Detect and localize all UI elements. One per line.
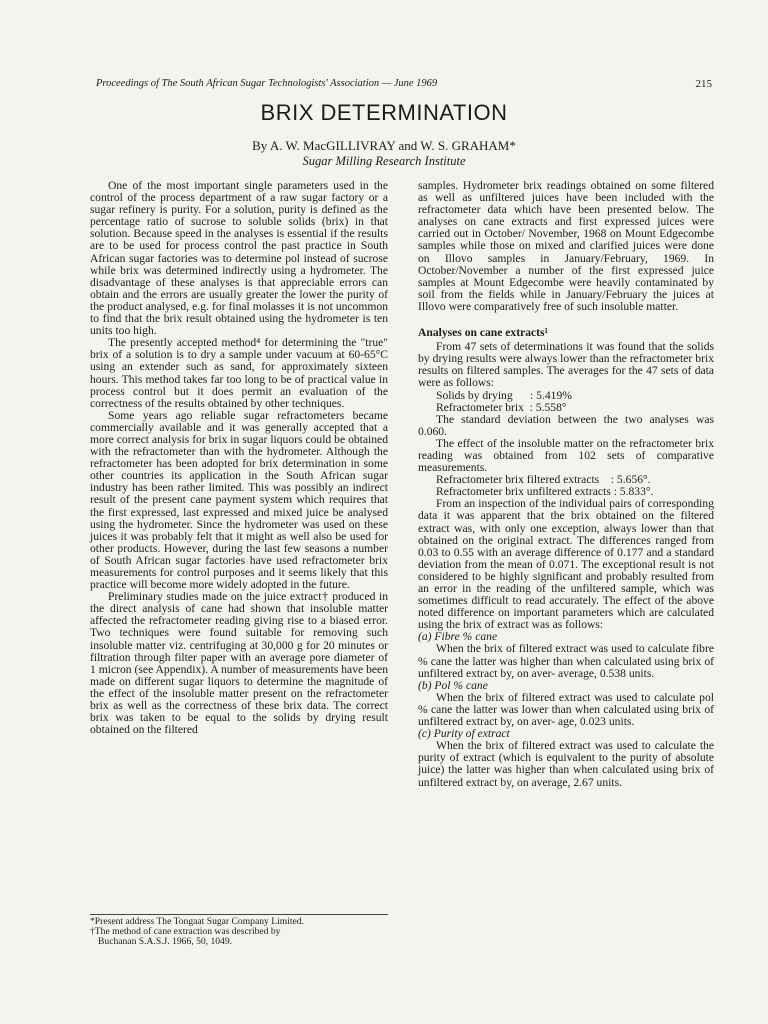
body-paragraph: One of the most important single parameters used in the control of the process department of a raw sugar factory or a sugar refinery is purity. For a solution, purity is defined as the percentage ratio of sucrose to soluble solids (brix) in that solution. Because speed in the analyses is essential if the results are to be used for process control the past practice in South African sugar factories was to determine pol instead of sucrose while brix was determined indirectly using a hydrometer. The disadvantage of these analyses is that appreciable errors can obtain and the errors are usually greater the lower the purity of the product analysed, e.g. for final molasses it is not uncommon to find that the brix result obtained using the hydrometer is ten units too high. (90, 179, 388, 338)
body-paragraph: samples. Hydrometer brix readings obtained on some filtered as well as unfiltered juices have been included with the refractometer data which have been presented below. The analyses on cane extracts and first expressed juices were carried out in October/ November, 1968 on Mount Edgecombe samples while those on mixed and clarified juices were done on Illovo samples in January/February, 1969. In October/November a number of the first expressed juice samples at Mount Edgecombe were heavily contaminated by soil from the fields while in January/February the juices at Illovo were comparatively free of such insoluble matter. (418, 179, 714, 313)
body-paragraph: Some years ago reliable sugar refractometers became commercially available and it was generally accepted that a more correct analysis for brix in sugar liquors could be obtained with the refractometer than with the hydrometer. Although the refractometer has been adopted for brix determination in some other countries its application in the South African sugar industry has been rather limited. This was possibly an indirect result of the present cane payment system which requires that the first expressed, last expressed and mixed juice be analysed using the hydrometer. Since the hydrometer was used on these juices it was probably felt that it might as well also be used for other products. However, during the last few seasons a number of South African sugar factories have used refractometer brix measurements for control purposes and it seems likely that this practice will become more widely adopted in the future. (90, 408, 388, 592)
article-authors: By A. W. MacGILLIVRAY and W. S. GRAHAM* (252, 138, 516, 153)
body-paragraph: When the brix of filtered extract was used to calculate the purity of extract (which is equivalent to the purity of absolute juice) the latter was higher than when calculated using brix of unfiltered extract by, on average, 2.67 units. (418, 739, 714, 789)
footnote: †The method of cane extraction was described by (90, 926, 281, 938)
data-line: Refractometer brix unfiltered extracts : 5.833°. (436, 485, 654, 499)
sub-heading: (a) Fibre % cane (418, 630, 498, 644)
sub-heading: (c) Purity of extract (418, 727, 510, 741)
body-paragraph: When the brix of filtered extract was used to calculate pol % cane the latter was lower than when calculated using brix of unfiltered extract by, on aver- age, 0.023 units. (418, 690, 714, 729)
body-paragraph: The presently accepted method⁴ for determining the "true" brix of a solution is to dry a sample under vacuum at 60-65°C using an extender such as sand, for approximately sixteen hours. This method takes far too long to be of practical value in process control but it does permit an evaluation of the correctness of the results obtained by other techniques. (90, 336, 388, 410)
data-line: Refractometer brix filtered extracts : 5.656°. (436, 473, 651, 487)
footnote-continuation: Buchanan S.A.S.J. 1966, 50, 1049. (98, 936, 233, 948)
footnotes (90, 914, 388, 948)
body-paragraph: The effect of the insoluble matter on the refractometer brix reading was obtained from 102 sets of comparative measurements. (418, 436, 714, 475)
body-paragraph: Preliminary studies made on the juice extract† produced in the direct analysis of cane had shown that insoluble matter affected the refractometer reading giving rise to a biased error. Two techniques were found suitable for removing such insoluble matter viz. centrifuging at 30,000 g for 20 minutes or filtration through filter paper with an average pore diameter of 1 micron (see Appendix). A number of measurements have been made on different sugar liquors to determine the magnitude of the effect of the insoluble matter present on the refractometer brix as well as the correctness of these brix data. The correct brix was taken to be equal to the solids by drying result obtained on the filtered (90, 590, 388, 737)
data-line: Solids by drying : 5.419% (436, 388, 572, 402)
author-institute: Sugar Milling Research Institute (302, 154, 466, 168)
page-number: 215 (695, 78, 712, 90)
sub-heading: (b) Pol % cane (418, 678, 488, 692)
right-column (418, 180, 714, 789)
left-column (90, 180, 388, 736)
article-title: BRIX DETERMINATION (260, 100, 508, 125)
data-line: Refractometer brix : 5.558° (436, 400, 567, 414)
body-paragraph: From an inspection of the individual pairs of corresponding data it was apparent that the brix obtained on the filtered extract was, with only one exception, always lower than that obtained on the original extract. The differences ranged from 0.03 to 0.55 with an average difference of 0.177 and a standard deviation from the mean of 0.071. The exceptional result is not considered to be highly significant and probably resulted from an error in the reading of the unfiltered sample, which was sometimes difficult to read accurately. The effect of the above noted difference on important parameters which are calculated using the brix of extract was as follows: (418, 497, 714, 632)
running-head: Proceedings of The South African Sugar Technologists' Association — June 1969 (96, 78, 438, 89)
section-heading: Analyses on cane extracts¹ (418, 326, 549, 340)
footnote: *Present address The Tongaat Sugar Company Limited. (90, 916, 304, 927)
body-paragraph: When the brix of filtered extract was used to calculate fibre % cane the latter was higher than when calculated using brix of unfiltered extract by, on aver- average, 0.538 units. (418, 642, 714, 680)
body-paragraph: From 47 sets of determinations it was found that the solids by drying results were always lower than the refractometer brix results on filtered samples. The averages for the 47 sets of data were as follows: (418, 340, 714, 390)
body-paragraph: The standard deviation between the two analyses was 0.060. (418, 412, 714, 438)
